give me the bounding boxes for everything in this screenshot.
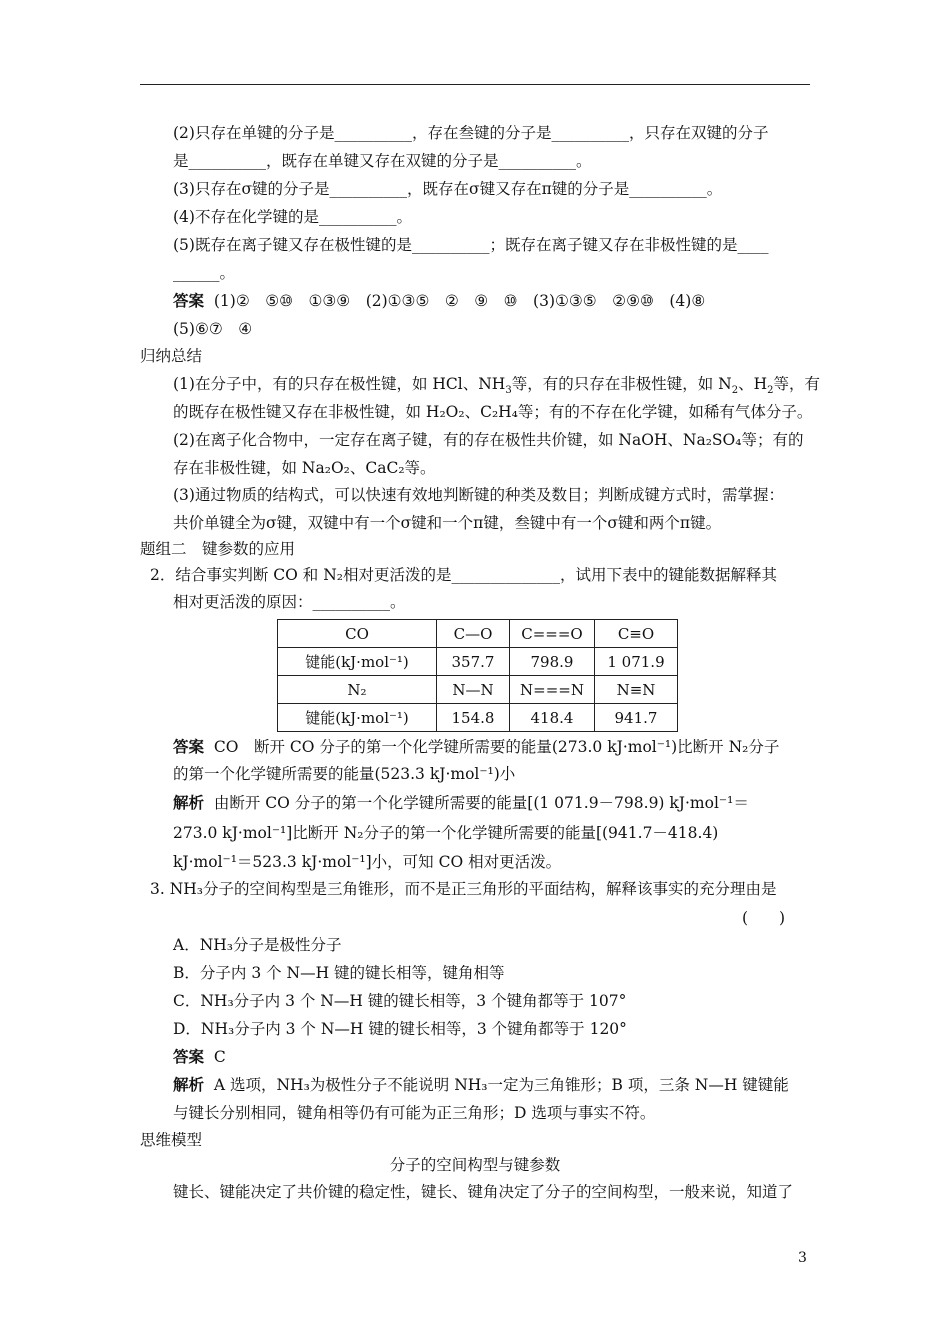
table-cell: 1 071.9 — [595, 648, 678, 676]
answer-3-line — [173, 1046, 226, 1068]
option-b: B．分子内 3 个 N—H 键的键长相等，键角相等 — [173, 964, 505, 982]
option-c: C．NH₃分子内 3 个 N—H 键的键长相等，3 个键角都等于 107° — [173, 992, 627, 1010]
question-4-line: (4)不存在化学键的是__________。 — [173, 208, 412, 226]
answer-2-text: CO 断开 CO 分子的第一个化学键所需要的能量(273.0 kJ·mol⁻¹)比断开 N₂分子 — [213, 738, 780, 756]
answer-label: 答案 — [173, 291, 205, 310]
page-number: 3 — [798, 1250, 807, 1266]
model-subtitle: 分子的空间构型与键参数 — [389, 1156, 561, 1174]
option-a: A．NH₃分子是极性分子 — [173, 936, 342, 954]
question-5-line2: ______。 — [173, 264, 236, 282]
table-cell: 941.7 — [595, 704, 678, 732]
summary-1-text: (1)在分子中，有的只存在极性键，如 HCl、NH — [173, 375, 506, 393]
summary-1-line2: 的既存在极性键又存在非极性键，如 H₂O₂、C₂H₄等；有的不存在化学键，如稀有气体分子。 — [173, 403, 813, 421]
summary-1-line1 — [173, 373, 820, 395]
question-3-3-line: 3. NH₃分子的空间构型是三角锥形，而不是正三角形的平面结构，解释该事实的充分理由是 — [150, 880, 777, 898]
table-row — [278, 676, 678, 704]
table-row — [278, 620, 678, 648]
table-cell: 357.7 — [437, 648, 510, 676]
table-cell: C—O — [437, 620, 510, 648]
table-row — [278, 704, 678, 732]
table-cell: N—N — [437, 676, 510, 704]
table-cell: C===O — [510, 620, 595, 648]
question-2-line1: (2)只存在单键的分子是__________，存在叁键的分子是__________，只存在双键的分子 — [173, 124, 769, 142]
explanation-3-line1 — [173, 1074, 789, 1096]
summary-3-line1: (3)通过物质的结构式，可以快速有效地判断键的种类及数目；判断成键方式时，需掌握： — [173, 486, 784, 504]
explanation-label: 解析 — [173, 1075, 205, 1094]
table-cell: C≡O — [595, 620, 678, 648]
header-rule — [140, 84, 810, 85]
subscript: 2 — [767, 385, 774, 397]
answer-paren: ( ) — [742, 909, 786, 927]
answer-1-line2: (5)⑥⑦ ④ — [173, 320, 253, 338]
table-cell: CO — [278, 620, 437, 648]
table-cell: N===N — [510, 676, 595, 704]
table-cell: 418.4 — [510, 704, 595, 732]
model-title: 思维模型 — [140, 1131, 203, 1149]
table-cell: 键能(kJ·mol⁻¹) — [278, 704, 437, 732]
summary-3-line2: 共价单键全为σ键，双键中有一个σ键和一个π键，叁键中有一个σ键和两个π键。 — [173, 514, 722, 532]
answer-2-line1 — [173, 736, 779, 758]
explanation-2-line2: 273.0 kJ·mol⁻¹]比断开 N₂分子的第一个化学键所需要的能量[(941.7－418.4) — [173, 824, 719, 842]
subscript: 3 — [505, 385, 512, 397]
model-text: 键长、键能决定了共价键的稳定性，键长、键角决定了分子的空间构型，一般来说，知道了 — [173, 1183, 794, 1201]
summary-2-line1: (2)在离子化合物中，一定存在离子键，有的存在极性共价键，如 NaOH、Na₂SO₄等；有的 — [173, 431, 804, 449]
answer-2-line2: 的第一个化学键所需要的能量(523.3 kJ·mol⁻¹)小 — [173, 765, 516, 783]
explanation-2-line1 — [173, 792, 749, 814]
summary-1-text-c: 、H — [738, 375, 768, 393]
question-2-line2: 是__________，既存在单键又存在双键的分子是__________。 — [173, 152, 592, 170]
table-cell: 154.8 — [437, 704, 510, 732]
summary-title: 归纳总结 — [140, 347, 203, 365]
answer-1-line1 — [173, 290, 705, 312]
answer-3-text: C — [213, 1048, 226, 1066]
question-2-2-line1: 2．结合事实判断 CO 和 N₂相对更活泼的是______________，试用下表中的键能数据解释其 — [150, 566, 777, 584]
subscript: 2 — [731, 385, 739, 397]
summary-1-text-b: 等，有的只存在非极性键，如 N — [511, 375, 732, 393]
bond-energy-table — [277, 619, 678, 732]
question-5-line1: (5)既存在离子键又存在极性键的是__________；既存在离子键又存在非极性键的是____ — [173, 236, 769, 254]
answer-label: 答案 — [173, 737, 205, 756]
table-cell: N₂ — [278, 676, 437, 704]
table-cell: 键能(kJ·mol⁻¹) — [278, 648, 437, 676]
explanation-3-text: A 选项，NH₃为极性分子不能说明 NH₃一定为三角锥形；B 项，三条 N—H 键键能 — [213, 1076, 789, 1094]
explanation-2-text: 由断开 CO 分子的第一个化学键所需要的能量[(1 071.9－798.9) kJ·mol⁻¹＝ — [213, 794, 749, 812]
option-d: D．NH₃分子内 3 个 N—H 键的键长相等，3 个键角都等于 120° — [173, 1020, 627, 1038]
answer-label: 答案 — [173, 1047, 205, 1066]
table-cell: 798.9 — [510, 648, 595, 676]
summary-1-text-d: 等，有 — [773, 375, 820, 393]
explanation-2-line3: kJ·mol⁻¹＝523.3 kJ·mol⁻¹]小，可知 CO 相对更活泼。 — [173, 853, 562, 871]
answer-1-text: (1)② ⑤⑩ ①③⑨ (2)①③⑤ ② ⑨ ⑩ (3)①③⑤ ②⑨⑩ (4)⑧ — [213, 292, 706, 310]
table-cell: N≡N — [595, 676, 678, 704]
question-2-2-line2: 相对更活泼的原因：__________。 — [173, 593, 406, 611]
summary-2-line2: 存在非极性键，如 Na₂O₂、CaC₂等。 — [173, 459, 436, 477]
explanation-label: 解析 — [173, 793, 205, 812]
question-3-line: (3)只存在σ键的分子是__________，既存在σ键又存在π键的分子是__________。 — [173, 180, 723, 198]
explanation-3-line2: 与键长分别相同，键角相等仍有可能为正三角形；D 选项与事实不符。 — [173, 1104, 656, 1122]
table-row — [278, 648, 678, 676]
group-2-title: 题组二 键参数的应用 — [140, 540, 296, 558]
